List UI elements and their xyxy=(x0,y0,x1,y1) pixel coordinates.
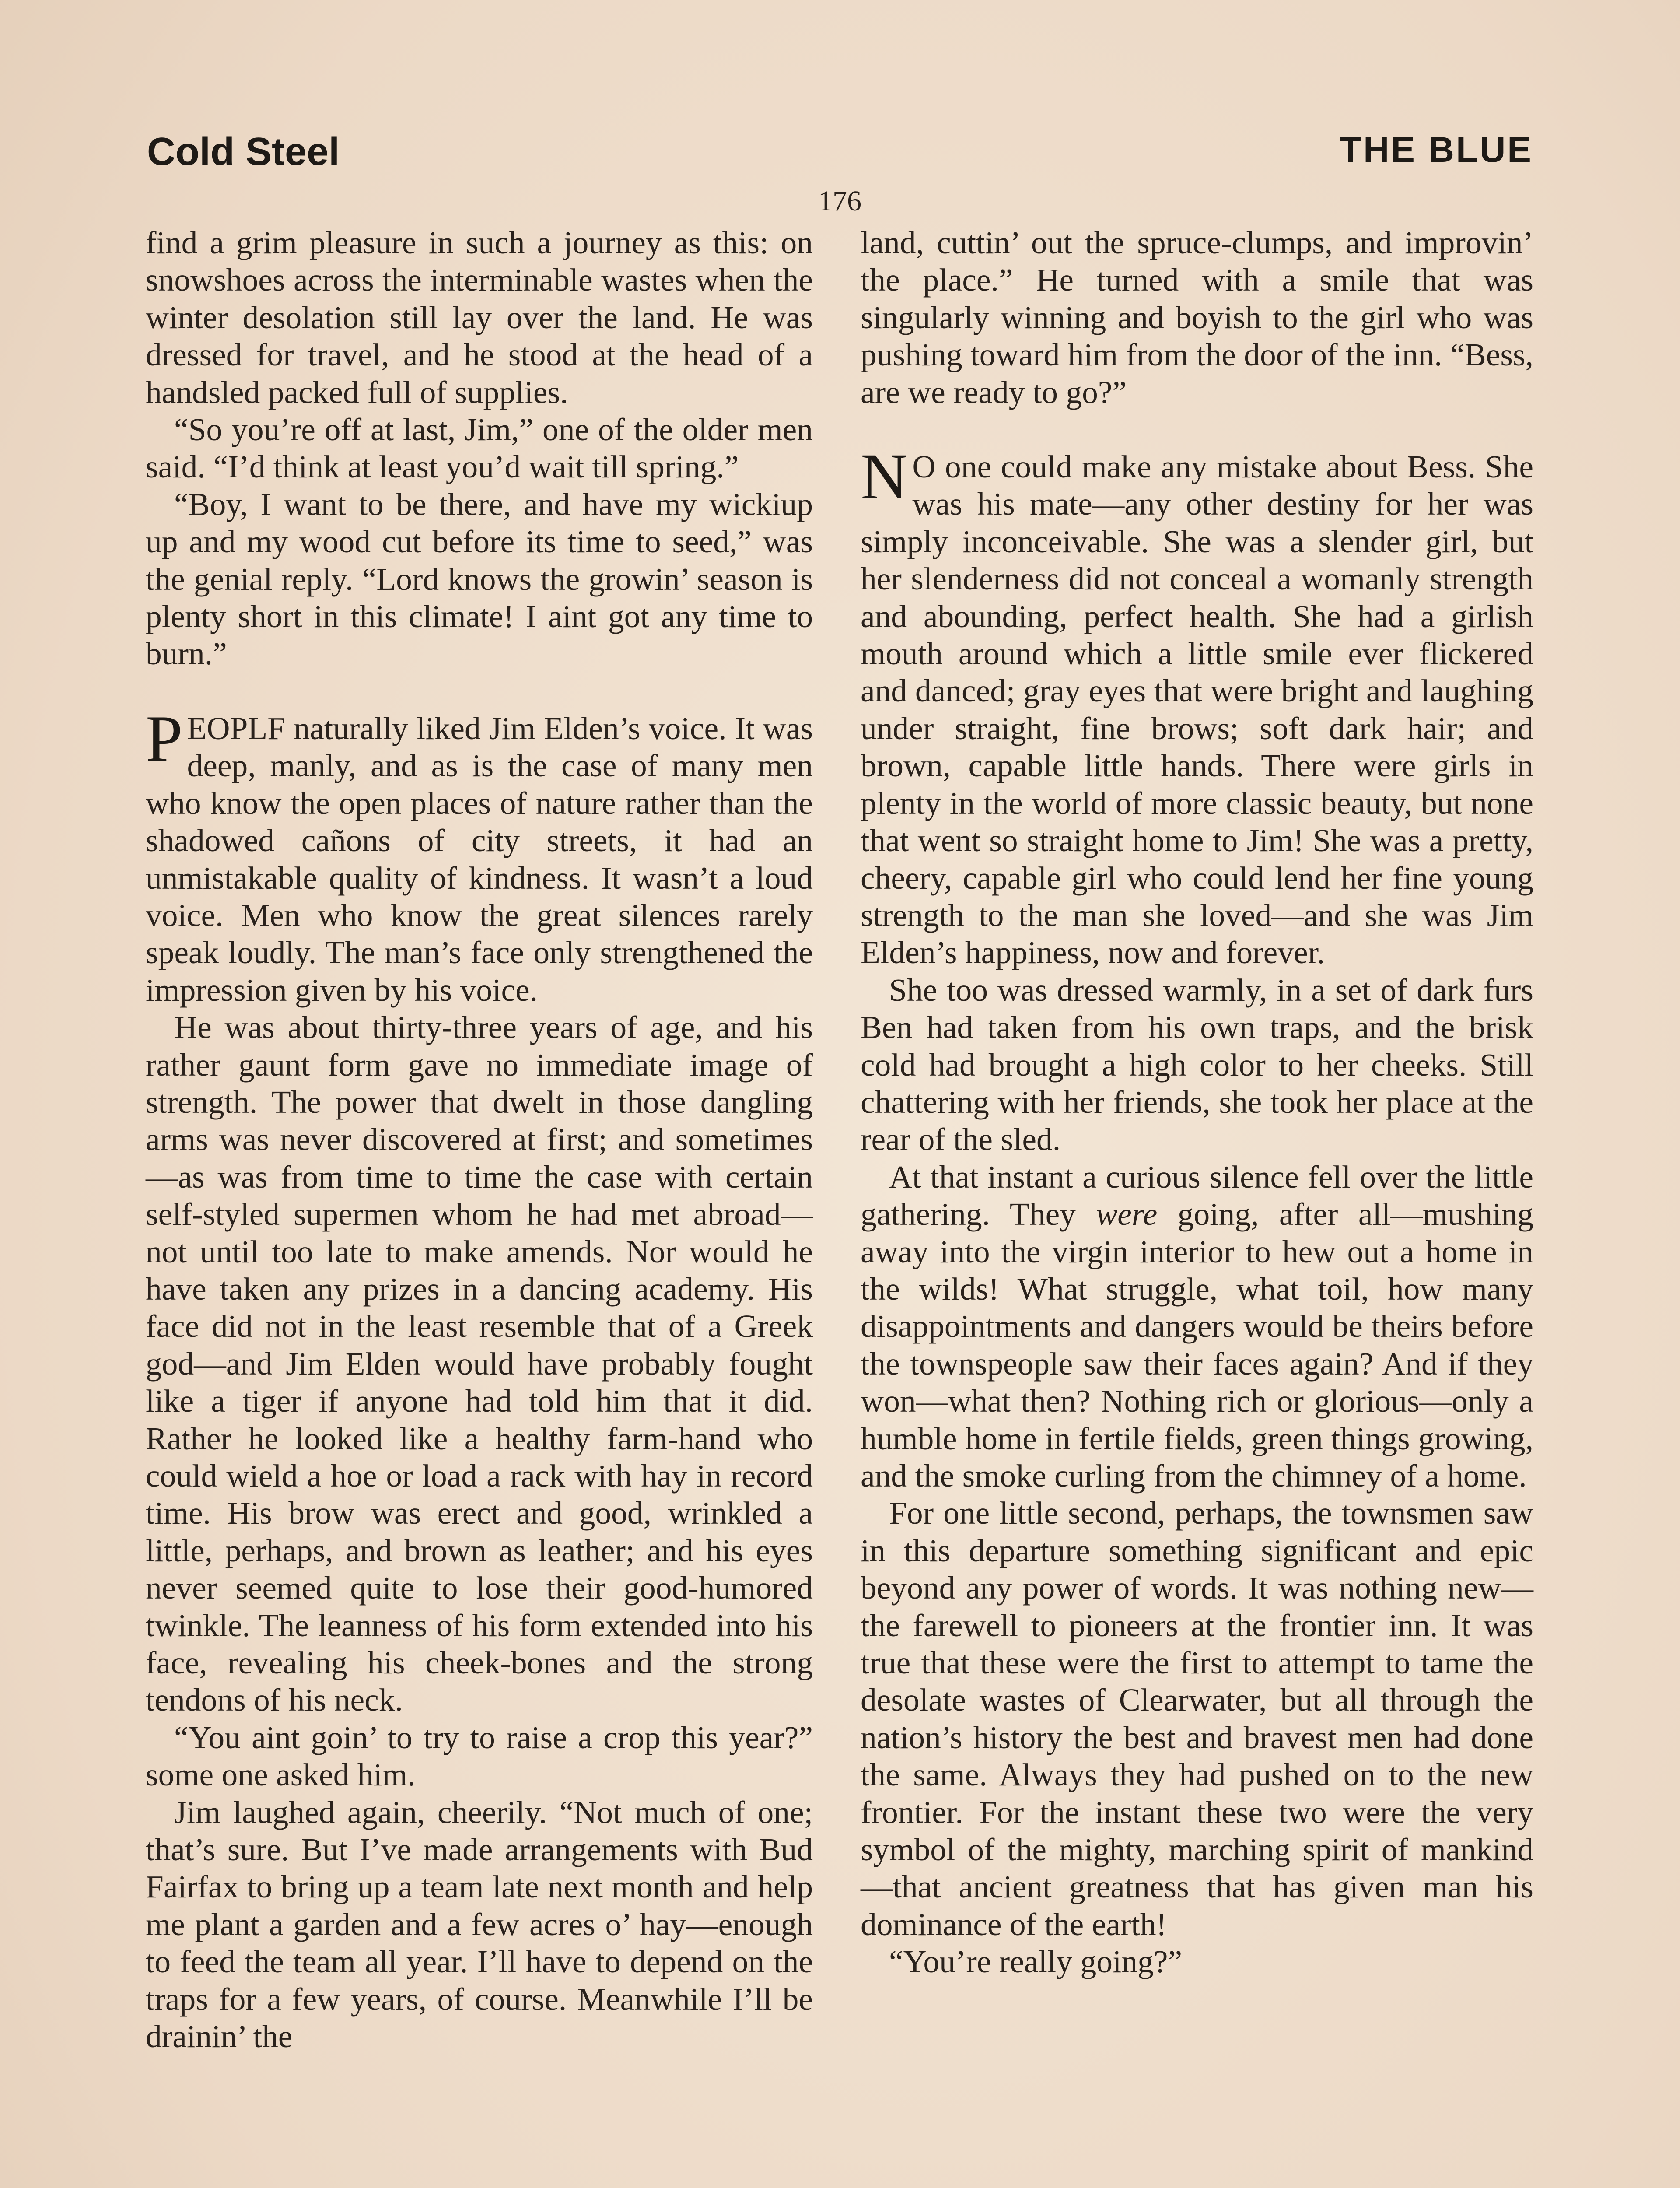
paragraph-dropcap xyxy=(146,701,813,1009)
drop-cap: P xyxy=(146,701,183,775)
paragraph-text: At that instant a curious silence fell over the little gathering. They xyxy=(861,1159,1533,1232)
paragraph: “You aint goin’ to try to raise a crop this year?” some one asked him. xyxy=(146,1719,813,1793)
paragraph: “So you’re off at last, Jim,” one of the older men said. “I’d think at least you’d wait till spring.” xyxy=(146,412,813,485)
magazine-title: THE BLUE xyxy=(1340,130,1533,170)
paragraph: “Boy, I want to be there, and have my wickiup up and my wood cut before its time to seed,” was the genial reply. “Lord knows the growin’ season is plenty short in this climate! I aint got any time to burn.” xyxy=(146,486,813,672)
paragraph-text: going, after all—mushing away into the virgin interior to hew out a home in the wilds! What struggle, what toil, how many disappointments and dangers would be theirs before the townspeople saw their faces again? And if they won—what then? Nothing rich or glorious—only a humble home in fertile fields, green things growing, and the smoke curling from the chimney of a home. xyxy=(861,1196,1533,1494)
paragraph: “You’re really going?” xyxy=(889,1944,1183,1980)
paragraph xyxy=(861,1158,1533,1495)
paragraph: She too was dressed warmly, in a set of dark furs Ben had taken from his own traps, and the brisk cold had brought a high color to her cheeks. Still chattering with her friends, she took her place at the rear of the sled. xyxy=(861,972,1533,1157)
paragraph: Jim laughed again, cheerily. “Not much of one; that’s sure. But I’ve made arrangements with Bud Fairfax to bring up a team late next month and help me plant a garden and a few acres o’ hay—enough to feed the team all year. I’ll have to depend on the traps for a few years, of course. Meanwhile I’ll be drainin’ the xyxy=(146,1794,813,2055)
right-column xyxy=(861,224,1533,1981)
emphasis: were xyxy=(1096,1196,1158,1232)
paragraph-dropcap xyxy=(861,440,1533,971)
paragraph: He was about thirty-three years of age, and his rather gaunt form gave no immediate image of strength. The power that dwelt in those dangling arms was never discovered at first; and sometimes—as was from time to time the case with certain self-styled supermen whom he had met abroad—not until too late to make amends. Nor would he have taken any prizes in a dancing academy. His face did not in the least resemble that of a Greek god—and Jim Elden would have probably fought like a tiger if anyone had told him that it did. Rather he looked like a healthy farm-hand who could wield a hoe or load a rack with hay in record time. His brow was erect and good, wrinkled a little, perhaps, and brown as leather; and his eyes never seemed quite to lose their good-humored twinkle. The leanness of his form extended into his face, revealing his cheek-bones and the strong tendons of his neck. xyxy=(146,1010,813,1718)
drop-cap: N xyxy=(861,440,908,513)
story-title: Cold Steel xyxy=(147,130,340,174)
paragraph-text: O one could make any mistake about Bess. She was his mate—any other destiny for her was simply inconceivable. She was a slender girl, but her slenderness did not conceal a womanly strength and abounding, perfect health. She had a girlish mouth around which a little smile ever flickered and danced; gray eyes that were bright and laughing under straight, fine brows; soft dark hair; and brown, capable little hands. There were girls in plenty in the world of more classic beauty, but none that went so straight home to Jim! She was a pretty, cheery, capable girl who could lend her fine young strength to the man she loved—and she was Jim Elden’s happiness, now and forever. xyxy=(861,449,1533,971)
page-number: 176 xyxy=(818,185,861,217)
left-column xyxy=(146,224,813,2055)
paragraph-text: EOPLF naturally liked Jim Elden’s voice. It was deep, manly, and as is the case of many men who know the open places of nature rather than the shadowed cañons of city streets, it had an unmistakable quality of kindness. It wasn’t a loud voice. Men who know the great silences rarely speak loudly. The man’s face only strengthened the impression given by his voice. xyxy=(146,710,813,1008)
paragraph: land, cuttin’ out the spruce-clumps, and improvin’ the place.” He turned with a smile that was singularly winning and boyish to the girl who was pushing toward him from the door of the inn. “Bess, are we ready to go?” xyxy=(861,225,1533,410)
paragraph: find a grim pleasure in such a journey as this: on snowshoes across the interminable wastes when the winter desolation still lay over the land. He was dressed for travel, and he stood at the head of a handsled packed full of supplies. xyxy=(146,225,813,410)
paragraph: For one little second, perhaps, the townsmen saw in this departure something significant and epic beyond any power of words. It was nothing new—the farewell to pioneers at the frontier inn. It was true that these were the first to attempt to tame the desolate wastes of Clearwater, but all through the nation’s history the best and bravest men had done the same. Always they had pushed on to the new frontier. For the instant these two were the very symbol of the mighty, marching spirit of mankind—that ancient greatness that has given man his dominance of the earth! xyxy=(861,1495,1533,1942)
